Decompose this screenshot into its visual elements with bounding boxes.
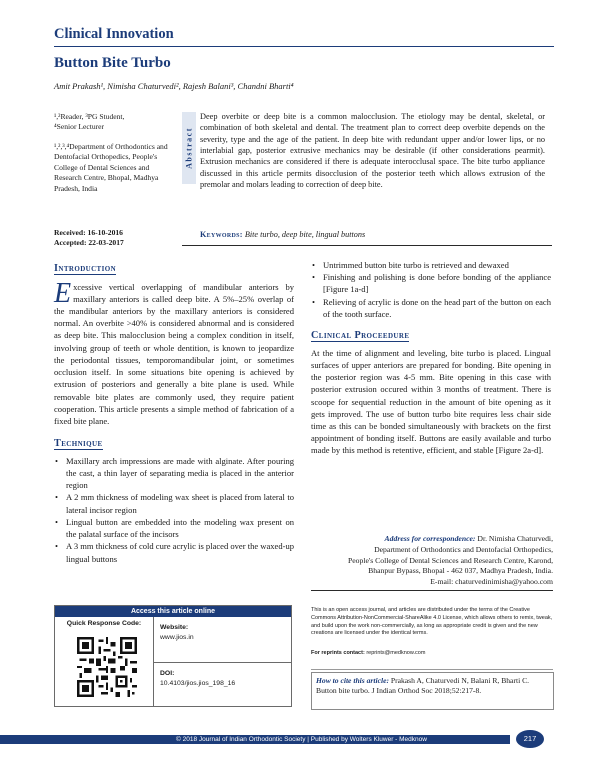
introduction-text: xcessive vertical overlapping of mandibular anteriors by maxillary anteriors is called deep bite. A 5%–25% overlap of the mandibular anteriors by the maxillary anteriors is considered normal. An overbite >40% is considered abnormal and is considered as deep bite. This malocclusion being a complex condition in itself, involving group of teeth or whole dentition, is known to jeopardize the periodontal tissues, temporomandibular joint, or sometimes occlusion itself. In some situations bite opening is achieved by extrusion of posteriors and generally a bite plane is used. While removable bite plates are commonly used, they require patient cooperation. This article presents a simple method of fabrication of a fixed bite plane. <box>54 281 294 426</box>
article-title: Button Bite Turbo <box>54 55 171 71</box>
keywords-list: Bite turbo, deep bite, lingual buttons <box>244 230 366 239</box>
correspondence-email[interactable]: E-mail: chaturvedinimisha@yahoo.com <box>430 577 553 587</box>
abstract-divider <box>182 245 552 246</box>
article-dates <box>54 228 179 249</box>
technique-list-continued <box>311 259 551 320</box>
list-item: • Lingual button are embedded into the modeling wax present on the palatal surface of the incisors <box>54 516 294 540</box>
list-item: • Maxillary arch impressions are made with alginate. After pouring the cast, a thin layer of separating media is placed in the anterior region <box>54 455 294 492</box>
page-footer <box>0 732 600 746</box>
doi-link[interactable]: 10.4103/jios.jios_198_16 <box>160 679 236 687</box>
introduction-heading: Introduction <box>54 263 117 274</box>
correspondence-divider <box>311 590 553 591</box>
left-column <box>54 262 294 565</box>
website-panel <box>154 617 291 663</box>
clinical-procedure-heading: Clinical Proceedure <box>311 330 410 342</box>
received-date: Received: 16-10-2016 <box>54 228 123 237</box>
doi-label: DOI: <box>160 670 175 677</box>
qr-panel <box>55 617 154 706</box>
accepted-date: Accepted: 22-03-2017 <box>54 238 124 248</box>
license-notice: This is an open access journal, and articles are distributed under the terms of the Creative Commons Attribution-NonCommercial-ShareAlike 4.0 License, which allows others to remix, tweak, and build upon the work non-commercially, as long as appropriate credit is given and the new creations are licensed under the identical terms. <box>311 607 553 637</box>
correspondence-line-2: Department of Orthodontics and Dentofacial Orthopedics, <box>374 544 553 554</box>
correspondence-label: Address for correspondence: <box>384 534 476 543</box>
reprints-email[interactable]: reprints@medknow.com <box>366 650 426 656</box>
reprints-label: For reprints contact: <box>311 650 365 656</box>
author-roles <box>54 112 179 133</box>
keywords-label: Keywords: <box>200 230 243 239</box>
reprints-line <box>311 650 425 656</box>
list-item: • A 3 mm thickness of cold cure acrylic is placed over the waxed-up lingual buttons <box>54 540 294 564</box>
keywords-line <box>200 230 365 239</box>
footer-text: © 2018 Journal of Indian Orthodontic Society | Published by Wolters Kluwer - Medknow <box>176 736 427 743</box>
author-list: Amit Prakash¹, Nimisha Chaturvedi², Rajesh Balani³, Chandni Bharti⁴ <box>54 81 294 91</box>
abstract-label-tab <box>182 112 196 184</box>
technique-list <box>54 455 294 565</box>
qr-label: Quick Response Code: <box>66 620 142 627</box>
access-online-box <box>54 605 292 707</box>
website-link[interactable]: www.jios.in <box>160 633 194 641</box>
list-item: • A 2 mm thickness of modeling wax sheet is placed from lateral to lateral incisor region <box>54 491 294 515</box>
header-divider <box>54 46 554 47</box>
qr-code-icon[interactable] <box>77 637 137 697</box>
list-item: • Finishing and polishing is done before bonding of the appliance [Figure 1a-d] <box>311 271 551 295</box>
clinical-procedure-text: At the time of alignment and leveling, bite turbo is placed. Lingual surfaces of upper anteriors are prepared for bonding. Bite opening in the posterior region was 4-5 mm. Bite opening in this case with posterior extrusion occured within 3 months of treatment. There is scoope for sequential reduction in the amount of bite opening as it gets improved. The use of button turbo bite requires less chair side time as this can be bonded simultaneously with brackets on the first appointment of bonding itself. Buttons are easily available and turbo made by this method is retentive, efficient, and stable [Figure 2a-d]. <box>311 347 551 456</box>
correspondence-line-3: People's College of Dental Sciences and Research Centre, Karond, <box>347 555 553 565</box>
correspondence-line-1 <box>311 534 553 545</box>
website-label: Website: <box>160 624 189 631</box>
page-number: 217 <box>516 730 544 748</box>
abstract-label: Abstract <box>184 127 194 169</box>
citation-box <box>311 672 554 710</box>
citation-label: How to cite this article: <box>316 676 389 685</box>
author-affiliation: ¹,²,³,⁴Department of Orthodontics and Dentofacial Orthopedics, People's College of Dental Sciences and Research Centre, Bhopal, Madhya Pradesh, India <box>54 142 168 193</box>
list-item: • Untrimmed button bite turbo is retrieved and dewaxed <box>311 259 551 271</box>
abstract-text: Deep overbite or deep bite is a common malocclusion. The etiology may be dental, skeletal, or combination of both skeletal and dental. The treatment plan to correct deep overbite depends on the severity, type and the age of the patient. In deep bite with redundant upper and/or lower lips, or no interlabial gap, posterior extrusive mechanics may be desirable (if other considerations pearmit). Extrusion mechanics are considered if there is adequate interocclusal space. The bite turbo appliance discussed in this article permits disocclusion of the posterior teeth which allows extrusion of the premolar and molars leading to correction of deep bite. <box>200 112 545 190</box>
correspondence-name: Dr. Nimisha Chaturvedi, <box>477 534 553 543</box>
author-roles-line-2: ⁴Senior Lecturer <box>54 122 105 132</box>
citation-text: Prakash A, Chaturvedi N, Balani R, Bharti C. Button bite turbo. J Indian Orthod Soc 2018;52:217-8. <box>316 676 530 696</box>
dropcap-letter: E <box>54 277 72 309</box>
section-label: Clinical Innovation <box>54 26 174 42</box>
access-box-header: Access this article online <box>55 606 291 617</box>
doi-panel <box>154 663 291 706</box>
correspondence-block <box>311 534 553 588</box>
technique-heading: Technique <box>54 438 103 450</box>
introduction-paragraph <box>54 277 294 428</box>
author-roles-line-1: ¹,²Reader, ³PG Student, <box>54 112 125 121</box>
license-divider <box>311 669 553 670</box>
correspondence-line-4: Bhanpur Bypass, Bhopal - 462 037, Madhya Pradesh, India. <box>368 566 553 576</box>
list-item: • Relieving of acrylic is done on the head part of the button on each of the tooth surface. <box>311 296 551 320</box>
right-column <box>311 259 551 457</box>
